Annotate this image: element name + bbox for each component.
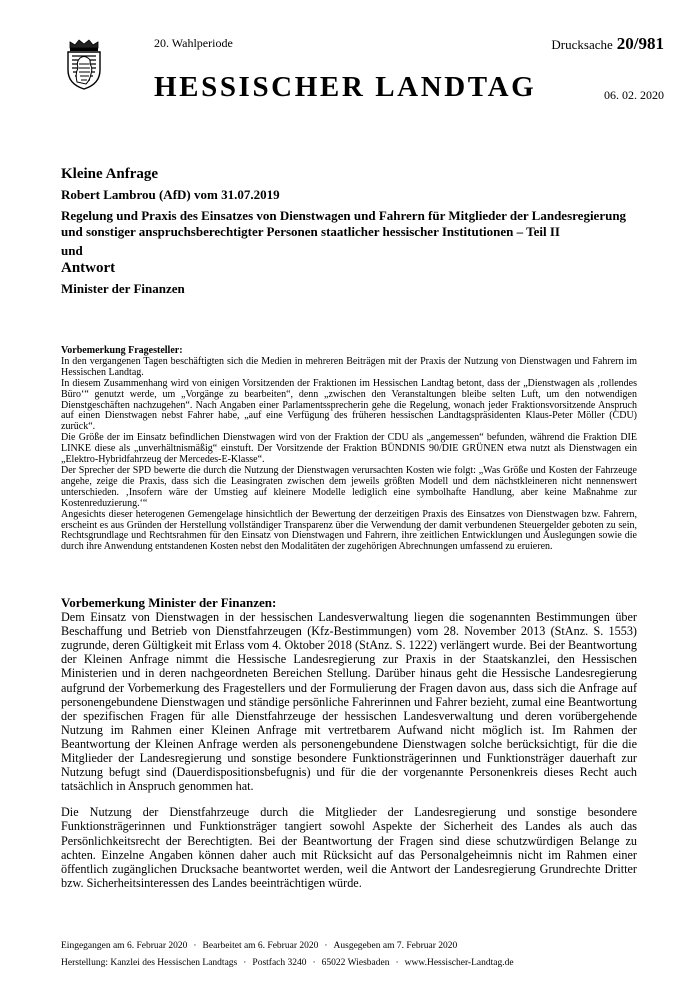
drucksache-label: Drucksache [551,37,613,52]
minister-preliminary-remarks [61,596,637,890]
section-heading: Vorbemerkung Fragesteller: [61,345,183,356]
inquiry-heading-block [61,166,637,297]
document-date: 06. 02. 2020 [604,88,664,102]
drucksache-number: 20/981 [616,34,664,53]
po-box: Postfach 3240 [252,958,307,968]
issued-date: Ausgegeben am 7. Februar 2020 [333,941,458,951]
footer-separator: · [193,941,197,951]
footer-separator: · [312,958,316,968]
paragraph: In den vergangenen Tagen beschäftigten sich die Medien in mehreren Beiträgen mit der Praxis der Nutzung von Dienstwagen und Fahrern im Hessischen Landtag. [61,355,637,378]
inquiry-subject: Regelung und Praxis des Einsatzes von Dienstwagen und Fahrern für Mitglieder der Landesregierung und sonstiger anspruchsberechtigter Personen staatlicher hessischer Institutionen – Teil II [61,208,627,239]
paragraph: Die Nutzung der Dienstfahrzeuge durch die Mitglieder der Landesregierung und sonstige besondere Funktionsträgerinnen und Funktionsträger tangiert sowohl Aspekte der Sicherheit des Landes als auch das Persönlichkeitsrecht der Berechtigten. Bei der Beantwortung der Fragen sind diese schutzwürdigen Belange zu achten. Einzelne Angaben können daher auch mit Rücksicht auf das Personalgeheimnis nicht im Rahmen einer öffentlich zugänglichen Drucksache beantwortet werden, weil die Antwort der Landesregierung Grundrechte Dritter bzw. Sicherheitsinteressen des Landes beeinträchtigen würde. [61,805,637,890]
wahlperiode-label: 20. Wahlperiode [154,36,233,50]
questioner-preliminary-remarks [61,346,637,553]
footer-publisher-line [61,955,637,972]
hessen-coat-of-arms-icon [64,38,104,90]
answering-minister: Minister der Finanzen [61,281,185,296]
received-date: Eingegangen am 6. Februar 2020 [61,941,188,951]
document-type-heading: Kleine Anfrage [61,166,159,182]
publisher: Herstellung: Kanzlei des Hessischen Landtags [61,958,238,968]
publication-footer [61,938,637,972]
processed-date: Bearbeitet am 6. Februar 2020 [202,941,319,951]
footer-separator: · [243,958,247,968]
footer-dates-line [61,938,637,955]
drucksache-reference [551,34,664,54]
paragraph: In diesem Zusammenhang wird von einigen Vorsitzenden der Fraktionen im Hessischen Landtag betont, dass der „Dienstwagen als ‚rollendes Büro‘“ genutzt werde, um „Vorgänge zu bearbeiten“, denn „zwischen den Veranstaltungen bleibe selten Luft, um den notwendigen Dienstgeschäften nachzugehen“. Nach Angaben einer Parlamentssprecherin gehe die Regelung, wonach jeder Fraktionsvorsitzende Anspruch auf einen Dienstwagen nebst Fahrer habe, „auf eine Verfügung des früheren hessischen Landtagspräsidenten Klaus-Peter Möller (CDU) zurück“. [61,377,637,433]
paragraph: Dem Einsatz von Dienstwagen in der hessischen Landesverwaltung liegen die sogenannten Bestimmungen über Beschaffung und Betrieb von Dienstfahrzeugen (Kfz-Bestimmungen) vom 28. November 2013 (StAnz. S. 1553) zugrunde, deren Gültigkeit mit Erlass vom 4. Oktober 2018 (StAnz. S. 1222) verlängert wurde. Bei der Beantwortung der Kleinen Anfrage nimmt die Hessische Landesregierung zur Praxis in der Staatskanzlei, den Hessischen Ministerien und in deren nachgeordneten Bereichen Stellung. Darüber hinaus geht die Hessische Landesregierung aufgrund der Vorbemerkung des Fragestellers und der Formulierung der Fragen davon aus, dass sich die Anfrage auf personengebundene Dienstwagen und ständige persönliche Fahrerinnen und Fahrer bezieht, zumal eine Beantwortung der spezifischen Fragen für alle Dienstfahrzeuge der hessischen Landesverwaltung und deren vorübergehende Nutzung im Rahmen einer Kleinen Anfrage mit vertretbarem Aufwand nicht möglich ist. Im Rahmen der Beantwortung der Kleinen Anfrage werden als personengebundene Dienstwagen solche berücksichtigt, für die die Mitglieder der Landesregierung und sonstige besondere Funktionsträgerinnen und Funktionsträger dauerhaft zur Nutzung befugt sind (Dauerdispositionsbefugnis) und für die der vorgenannte Personenkreis dieses Recht auch tatsächlich in Anspruch genommen hat. [61,610,637,794]
conjunction-label: und [61,243,83,258]
postal-city: 65022 Wiesbaden [321,958,390,968]
footer-separator: · [395,958,399,968]
document-masthead-title: HESSISCHER LANDTAG [154,71,537,103]
paragraph: Die Größe der im Einsatz befindlichen Dienstwagen wird von der Fraktion der CDU als „angemessen“ befunden, während die Fraktion DIE LINKE diese als „unverhältnismäßig“ einstuft. Der Vorsitzende der Fraktion BÜNDNIS 90/DIE GRÜNEN etwa nutzt als Dienstwagen ein „Elektro-Hybridfahrzeug der Mercedes-E-Klasse“. [61,432,637,466]
section-heading: Vorbemerkung Minister der Finanzen: [61,595,277,610]
paragraph: Angesichts dieser heterogenen Gemengelage hinsichtlich der Bewertung der derzeitigen Praxis des Einsatzes von Dienstwagen bzw. Fahrern, erscheint es aus Gründen der Herstellung vollständiger Transparenz über die Verwendung der damit verbundenen Steuergelder geboten zu sein, Rechtsgrundlage und Rechtsrahmen für den Einsatz von Dienstwagen und Fahrern, ihre zeitlichen Entwicklungen und Auslegungen sowie die durch ihre Anwendung entstandenen Kosten nebst den Modalitäten der zugehörigen Abrechnungen umfassend zu eruieren. [61,508,637,553]
answer-heading: Antwort [61,260,116,276]
paragraph: Der Sprecher der SPD bewerte die durch die Nutzung der Dienstwagen verursachten Kosten wie folgt: „Was Größe und Kosten der Fahrzeuge angehe, zeige die Praxis, dass sich die Leasingraten zwischen dem jeweils größten Modell und dem nächstkleineren nicht nennenswert unterschieden. ‚Insofern wäre der Umstieg auf kleinere Modelle lediglich eine symbolhafte Handlung, aber keine Maßnahme zur Kostenreduzierung.‘“ [61,464,637,509]
website-link[interactable]: www.Hessischer-Landtag.de [404,958,514,968]
footer-separator: · [324,941,328,951]
inquiry-author: Robert Lambrou (AfD) vom 31.07.2019 [61,187,280,202]
